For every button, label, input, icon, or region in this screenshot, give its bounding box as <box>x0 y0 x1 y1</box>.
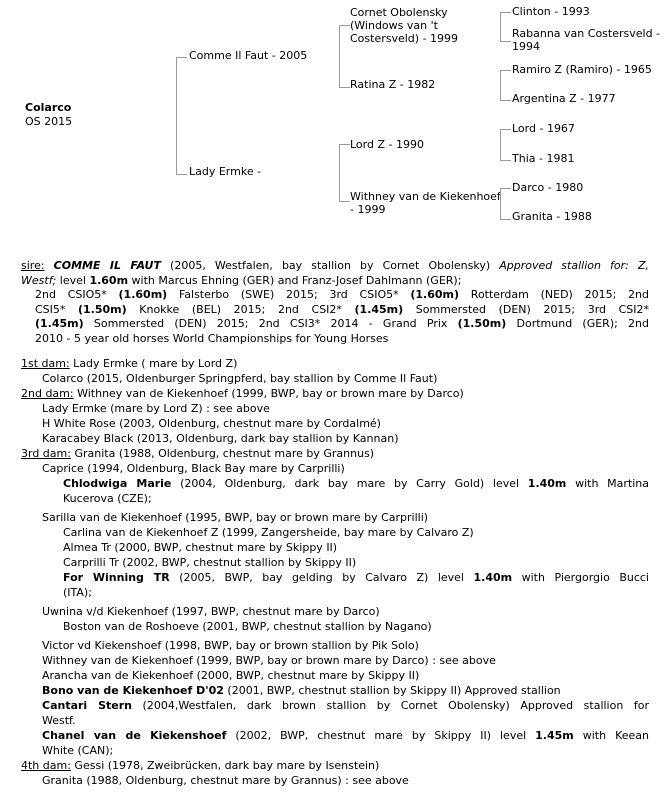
text-segment: Arancha van de Kiekenhoef (2000, BWP, chestnut mare by Skippy II) <box>42 669 420 682</box>
text-segment: COMME IL FAUT <box>53 259 161 272</box>
text-segment: Sommersted (DEN) 2015; 3rd CSI2* <box>403 302 650 316</box>
pedigree-node-gen4-3: Ramiro Z (Ramiro) - 1965 <box>512 63 652 76</box>
text-segment: 2010 - 5 year old horses World Championships for Young Horses <box>35 331 389 345</box>
pedigree-text-line <box>0 371 649 386</box>
pedigree-text-line <box>0 668 649 683</box>
node-line: (Windows van 't <box>350 19 438 32</box>
pedigree-node-dam-sire: Lord Z - 1990 <box>350 138 424 151</box>
dam-sections <box>0 356 649 788</box>
tree-connector <box>339 144 350 202</box>
text-segment: For Winning TR <box>63 571 170 584</box>
pedigree-text-line <box>0 259 649 274</box>
pedigree-text-line <box>0 773 649 788</box>
text-segment: 3rd dam: <box>21 447 71 460</box>
text-segment: CSI5* <box>35 302 78 316</box>
tree-connector <box>500 70 511 101</box>
pedigree-tree <box>0 0 670 250</box>
text-segment: Sarilla van de Kiekenhoef (1995, BWP, bay or brown mare by Carprilli) <box>42 511 429 524</box>
text-segment: Chanel van de Kiekenshoef <box>42 729 227 742</box>
subject-name: Colarco <box>25 101 72 114</box>
text-segment: 2nd CSIO5* <box>35 288 119 301</box>
text-segment: Granita (1988, Oldenburg, chestnut mare by Grannus) <box>70 447 375 460</box>
pedigree-text-line <box>0 525 649 540</box>
text-segment: Rotterdam (NED) 2015; 2nd <box>459 288 649 301</box>
text-segment: Kucerova (CZE); <box>63 492 152 505</box>
text-segment: level <box>56 273 90 287</box>
text-segment: Victor vd Kiekenshoef (1998, BWP, bay or brown stallion by Pik Solo) <box>42 639 419 652</box>
text-segment: (1.45m) <box>354 302 404 316</box>
text-segment: Caprice (1994, Oldenburg, Black Bay mare by Carprilli) <box>42 462 345 475</box>
text-segment: (1.50m) <box>78 302 127 316</box>
pedigree-text-line <box>0 570 649 585</box>
pedigree-text-line <box>0 510 649 525</box>
pedigree-node-gen4-5: Lord - 1967 <box>512 122 575 135</box>
text-segment: Uwnina v/d Kiekenhoef (1997, BWP, chestnut mare by Darco) <box>42 605 380 618</box>
pedigree-node-dam-dam <box>350 190 501 216</box>
text-segment: Bono van de Kiekenhoef D'02 <box>42 684 224 697</box>
pedigree-text-line <box>0 332 649 347</box>
pedigree-text-line <box>0 461 649 476</box>
node-line: Rabanna van Costersveld - <box>512 27 661 40</box>
sire-section <box>0 259 649 346</box>
text-segment: Dortmund (GER); 2nd <box>506 317 649 330</box>
pedigree-text-line <box>0 416 649 431</box>
pedigree-node-dam: Lady Ermke - <box>189 165 262 178</box>
text-segment: Approved stallion for: Z, <box>499 259 649 272</box>
node-line: 1994 <box>512 40 540 53</box>
node-line: Withney van de Kiekenhoef <box>350 190 501 203</box>
pedigree-node-gen4-8: Granita - 1988 <box>512 210 592 223</box>
text-segment: Cantari Stern <box>42 699 132 712</box>
text-segment: (2004, Oldenburg, dark bay mare by Carry Gold) level <box>171 477 528 490</box>
pedigree-text-line <box>0 540 649 555</box>
text-segment: 1.40m <box>527 477 567 490</box>
pedigree-node-gen4-4: Argentina Z - 1977 <box>512 92 616 105</box>
text-segment: (2005, BWP, bay gelding by Calvaro Z) level <box>169 571 474 584</box>
text-segment: 1st dam: <box>21 357 70 370</box>
pedigree-text-line <box>0 401 649 416</box>
tree-connector <box>176 57 187 175</box>
pedigree-node-gen4-7: Darco - 1980 <box>512 181 584 194</box>
pedigree-text-line <box>0 585 649 600</box>
pedigree-text-line <box>0 619 649 634</box>
text-segment: (1.45m) <box>35 317 84 330</box>
text-segment: Granita (1988, Oldenburg, chestnut mare by Grannus) : see above <box>42 774 409 787</box>
text-segment: 1.40m <box>473 571 513 584</box>
pedigree-text-line <box>0 431 649 446</box>
pedigree-node-gen4-1: Clinton - 1993 <box>512 5 590 18</box>
text-segment: 1.45m <box>535 729 574 742</box>
text-segment: Westf. <box>42 714 76 727</box>
text-segment: with Keean <box>573 729 649 742</box>
pedigree-node-gen4-2 <box>512 27 660 53</box>
text-segment: (1.50m) <box>457 317 507 330</box>
pedigree-node-gen4-6: Thia - 1981 <box>512 152 575 165</box>
pedigree-text-line <box>0 728 649 743</box>
pedigree-node-sire-dam: Ratina Z - 1982 <box>350 78 436 91</box>
text-segment <box>45 259 54 272</box>
text-segment: 4th dam: <box>21 759 71 772</box>
node-line: Costersveld) - 1999 <box>350 32 459 45</box>
pedigree-node-sire: Comme Il Faut - 2005 <box>189 49 308 62</box>
text-segment: Colarco (2015, Oldenburger Springpferd, bay stallion by Comme Il Faut) <box>42 372 438 385</box>
node-line: Cornet Obolensky <box>350 6 448 19</box>
pedigree-text-line <box>0 303 649 318</box>
text-segment: H White Rose (2003, Oldenburg, chestnut mare by Cordalmé) <box>42 417 381 430</box>
text-segment: Withney van de Kiekenhoef (1999, BWP, bay or brown mare by Darco) <box>73 387 464 400</box>
pedigree-text-line <box>0 446 649 461</box>
pedigree-node-sire-sire <box>350 6 458 45</box>
text-segment: (2004,Westfalen, dark brown stallion by Cornet Obolensky) Approved stallion for <box>132 699 649 712</box>
tree-connector <box>500 12 511 42</box>
pedigree-text-line <box>0 758 649 773</box>
text-segment: with Piergorgio Bucci <box>512 571 649 584</box>
text-segment: Falsterbo (SWE) 2015; 3rd CSIO5* <box>167 288 411 301</box>
pedigree-text-line <box>0 274 649 289</box>
text-segment: Chlodwiga Marie <box>63 477 172 490</box>
pedigree-text-line <box>0 288 649 303</box>
pedigree-text-line <box>0 713 649 728</box>
text-segment: Carprilli Tr (2002, BWP, chestnut stallion by Skippy II) <box>63 556 357 569</box>
text-segment: Westf; <box>21 273 57 287</box>
text-segment: (2002, BWP, chestnut mare by Skippy II) level <box>226 729 536 742</box>
text-segment: sire: <box>21 259 45 272</box>
pedigree-node-subject <box>25 101 72 129</box>
pedigree-details <box>0 259 649 788</box>
text-segment: Karacabey Black (2013, Oldenburg, dark bay stallion by Kannan) <box>42 432 399 445</box>
pedigree-text-line <box>0 604 649 619</box>
subject-registry: OS 2015 <box>25 115 73 128</box>
text-segment: with Marcus Ehning (GER) and Franz-Josef Dahlmann (GER); <box>128 273 462 287</box>
text-segment: Lady Ermke (mare by Lord Z) : see above <box>42 402 270 415</box>
text-segment: White (CAN); <box>42 744 114 757</box>
pedigree-text-line <box>0 386 649 401</box>
text-segment: Knokke (BEL) 2015; 2nd CSI2* <box>126 302 355 316</box>
text-segment: Lady Ermke ( mare by Lord Z) <box>69 357 238 370</box>
tree-connector <box>500 188 511 220</box>
text-segment: with Martina <box>566 477 649 490</box>
text-segment: Gessi (1978, Zweibrücken, dark bay mare by Isenstein) <box>70 759 380 772</box>
pedigree-text-line <box>0 317 649 332</box>
text-segment: Carlina van de Kiekenhoef Z (1999, Zangersheide, bay mare by Calvaro Z) <box>63 526 474 539</box>
text-segment: Withney van de Kiekenhoef (1999, BWP, bay or brown mare by Darco) : see above <box>42 654 496 667</box>
text-segment: (1.60m) <box>410 288 460 301</box>
node-line: - 1999 <box>350 203 386 216</box>
pedigree-text-line <box>0 555 649 570</box>
pedigree-text-line <box>0 683 649 698</box>
pedigree-text-line <box>0 698 649 713</box>
text-segment: Sommersted (DEN) 2015; 2nd CSI3* 2014 - Grand Prix <box>83 317 458 330</box>
text-segment: (1.60m) <box>118 288 168 301</box>
pedigree-text-line <box>0 491 649 506</box>
tree-connector <box>339 25 350 88</box>
pedigree-text-line <box>0 476 649 491</box>
text-segment: (2005, Westfalen, bay stallion by Cornet Obolensky) <box>160 259 500 272</box>
text-segment: (2001, BWP, chestnut stallion by Skippy II) Approved stallion <box>223 684 561 697</box>
pedigree-text-line <box>0 653 649 668</box>
text-segment: 1.60m <box>89 273 129 287</box>
tree-connector <box>500 129 511 161</box>
text-segment: (ITA); <box>63 586 92 599</box>
text-segment: Boston van de Roshoeve (2001, BWP, chestnut stallion by Nagano) <box>63 620 432 633</box>
pedigree-text-line <box>0 743 649 758</box>
pedigree-text-line <box>0 356 649 371</box>
text-segment: Almea Tr (2000, BWP, chestnut mare by Skippy II) <box>63 541 338 554</box>
pedigree-text-line <box>0 638 649 653</box>
text-segment: 2nd dam: <box>21 387 74 400</box>
